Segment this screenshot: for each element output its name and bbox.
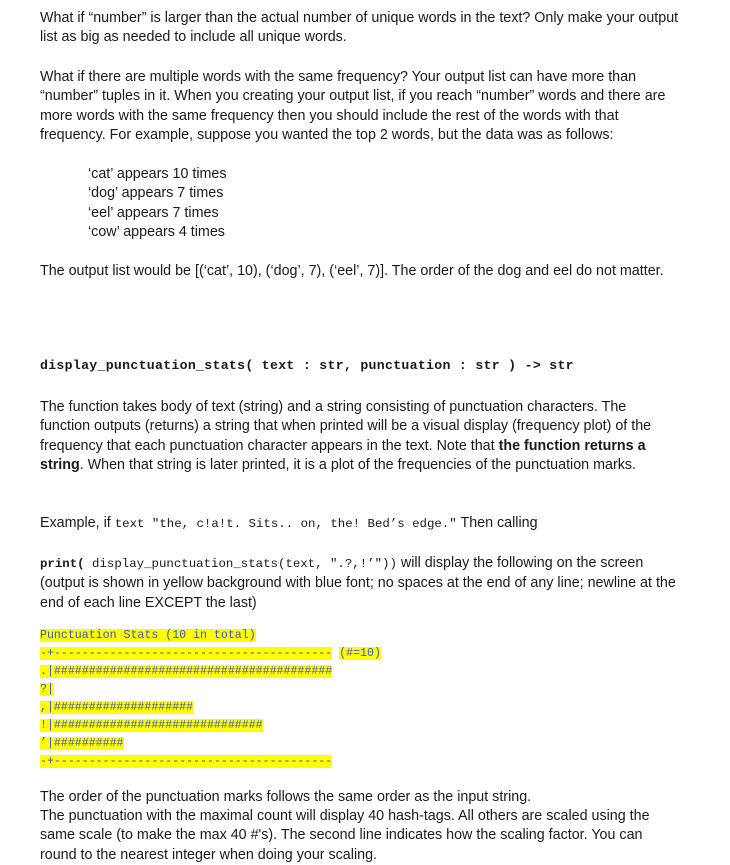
freq-example-eel: ‘eel’ appears 7 times — [88, 205, 219, 221]
paragraph-output-list: The output list would be [(‘cat’, 10), (‘dog’, 7), (‘eel’, 7)]. The order of the dog and eel do not matter. — [40, 263, 664, 279]
print-keyword: print( — [40, 557, 85, 571]
paragraph-function-description — [40, 398, 680, 476]
paragraph-scaling: The punctuation with the maximal count will display 40 hash-tags. All others are scaled using the same scale (to make the max 40 #'s). The second line indicates how the scaling factor. You can round to the nearest integer when doing your scaling. — [40, 808, 650, 863]
plot-row-question — [40, 682, 54, 698]
plot-title: Punctuation Stats (10 in total) — [40, 629, 256, 642]
paragraph-example — [40, 514, 680, 534]
freq-example-cow: ‘cow’ appears 4 times — [88, 224, 225, 240]
example-code: text "the, c!a!t. Sits.. on, the! Bed’s edge." — [114, 517, 457, 531]
example-prefix: Example, if — [40, 515, 115, 531]
plot-row-comma — [40, 700, 193, 716]
plot-bar-apostrophe: ’|########## — [40, 737, 124, 750]
paragraph-print-call — [40, 554, 680, 613]
paragraph-same-frequency: What if there are multiple words with the same frequency? Your output list can have more than “number” tuples in it. When you creating your output list, if you reach “number” words and there are more words with the same frequency then you should include the rest of the words with that frequency. For example, suppose you wanted the top 2 words, but the data was as follows: — [40, 69, 666, 144]
print-call-description: will display the following on the screen (output is shown in yellow background with blue font; no spaces at the end of any line; newline at the end of each line EXCEPT the last) — [40, 555, 676, 611]
freq-example-cat: ‘cat’ appears 10 times — [88, 166, 227, 182]
plot-scale-label: (#=10) — [339, 647, 381, 660]
function-signature: display_punctuation_stats( text : str, punctuation : str ) -> str — [40, 358, 574, 373]
paragraph-number-larger: What if “number” is larger than the actual number of unique words in the text? Only make your output list as big as needed to include all unique words. — [40, 10, 679, 46]
plot-bar-exclamation: !|############################## — [40, 719, 263, 732]
print-call-code: display_punctuation_stats(text, ".?,!’")) — [84, 557, 397, 571]
description-bold: the function returns a string — [40, 437, 646, 474]
freq-example-dog: ‘dog’ appears 7 times — [88, 185, 224, 201]
description-text-1: The function takes body of text (string) and a string consisting of punctuation characters. The function outputs (returns) a string that when printed will be a visual display (frequency plot) of the frequency that each punctuation character appears in the text. Note that — [40, 399, 652, 454]
description-text-2: . When that string is later printed, it is a plot of the frequencies of the punctuation marks. — [79, 457, 636, 474]
plot-bar-period: .|######################################## — [40, 665, 333, 678]
plot-row-period — [40, 664, 332, 680]
plot-bar-question: ?| — [40, 683, 54, 696]
paragraph-order: The order of the punctuation marks follows the same order as the input string. — [40, 789, 532, 805]
plot-separator-bottom: -+---------------------------------------- — [40, 755, 333, 768]
example-suffix: Then calling — [456, 515, 538, 531]
plot-scale-line — [40, 646, 381, 662]
plot-separator-top: -+---------------------------------------- — [40, 647, 333, 660]
plot-title-line — [40, 628, 256, 644]
plot-row-exclamation — [40, 718, 263, 734]
plot-row-apostrophe — [40, 736, 124, 752]
plot-bar-comma: ,|#################### — [40, 701, 194, 714]
plot-separator-bottom-line — [40, 754, 332, 770]
